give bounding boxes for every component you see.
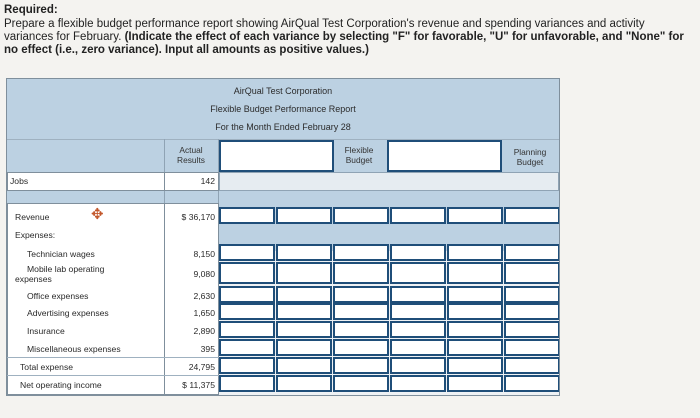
mobile-input-col-3[interactable]: [333, 262, 389, 284]
total-input-col-6[interactable]: [504, 357, 560, 374]
total-input-col-3[interactable]: [333, 357, 389, 374]
col-flexible-budget: Flexible Budget: [344, 145, 374, 165]
technician-input-col-3[interactable]: [333, 244, 389, 261]
technician-input-col-2[interactable]: [276, 244, 332, 261]
noi-input-col-3[interactable]: [333, 375, 389, 392]
row-office-actual: 2,630: [193, 291, 215, 301]
advertising-input-col-1[interactable]: [219, 303, 275, 320]
misc-input-col-1[interactable]: [219, 339, 275, 356]
office-input-col-3[interactable]: [333, 286, 389, 303]
noi-input-col-5[interactable]: [447, 375, 503, 392]
insurance-input-col-4[interactable]: [390, 321, 446, 338]
jobs-input-area: [219, 172, 559, 191]
office-input-col-1[interactable]: [219, 286, 275, 303]
row-revenue-actual: $ 36,170: [181, 212, 215, 222]
misc-input-col-6[interactable]: [504, 339, 560, 356]
revenue-input-col-3[interactable]: [333, 207, 389, 224]
instructions-text: Prepare a flexible budget performance report showing AirQual Test Corporation's revenue and spending variances and activity variances for February.: [4, 18, 645, 43]
insurance-input-col-2[interactable]: [276, 321, 332, 338]
total-input-col-4[interactable]: [390, 357, 446, 374]
advertising-input-col-2[interactable]: [276, 303, 332, 320]
row-misc-label: Miscellaneous expenses: [27, 344, 121, 354]
header-input-1[interactable]: [219, 140, 334, 172]
row-advertising-actual: 1,650: [193, 308, 215, 318]
revenue-input-col-2[interactable]: [276, 207, 332, 224]
instructions: [4, 4, 696, 57]
misc-input-col-5[interactable]: [447, 339, 503, 356]
required-heading: Required:: [4, 4, 58, 16]
header-input-2[interactable]: [387, 140, 502, 172]
row-mobile-label: Mobile lab operating: [27, 264, 105, 274]
report-period: For the Month Ended February 28: [215, 122, 351, 132]
jobs-label-cell: [7, 172, 165, 191]
revenue-input-col-5[interactable]: [447, 207, 503, 224]
performance-report: [6, 78, 560, 396]
row-technician-actual: 8,150: [193, 249, 215, 259]
insurance-input-col-5[interactable]: [447, 321, 503, 338]
report-title: Flexible Budget Performance Report: [210, 104, 356, 114]
mobile-input-col-6[interactable]: [504, 262, 560, 284]
total-input-col-2[interactable]: [276, 357, 332, 374]
noi-input-col-6[interactable]: [504, 375, 560, 392]
instructions-bold-text: (Indicate the effect of each variance by selecting "F" for favorable, "U" for unfavorable, and "None" for no effect (i.e., zero variance). Input all amounts as positive values.): [4, 31, 684, 56]
revenue-input-col-4[interactable]: [390, 207, 446, 224]
technician-input-col-1[interactable]: [219, 244, 275, 261]
row-mobile-actual: 9,080: [193, 269, 215, 279]
noi-input-col-1[interactable]: [219, 375, 275, 392]
col-actual-results: Actual Results: [177, 145, 205, 165]
move-cursor-icon: ✥: [91, 206, 104, 223]
total-divider: [7, 357, 219, 358]
office-input-col-6[interactable]: [504, 286, 560, 303]
mobile-input-col-5[interactable]: [447, 262, 503, 284]
advertising-input-col-4[interactable]: [390, 303, 446, 320]
misc-input-col-3[interactable]: [333, 339, 389, 356]
total-input-col-1[interactable]: [219, 357, 275, 374]
technician-input-col-5[interactable]: [447, 244, 503, 261]
row-total-label: Total expense: [20, 362, 74, 372]
misc-input-col-2[interactable]: [276, 339, 332, 356]
row-expenses-label: Expenses:: [15, 230, 56, 240]
office-input-col-2[interactable]: [276, 286, 332, 303]
technician-input-col-4[interactable]: [390, 244, 446, 261]
mobile-input-col-2[interactable]: [276, 262, 332, 284]
row-jobs-actual: 142: [200, 176, 215, 186]
row-insurance-label: Insurance: [27, 326, 65, 336]
advertising-input-col-5[interactable]: [447, 303, 503, 320]
row-noi-actual: $ 11,375: [182, 380, 215, 390]
advertising-input-col-3[interactable]: [333, 303, 389, 320]
row-mobile-label-cont: expenses: [15, 274, 52, 284]
col-planning-budget: Planning Budget: [513, 147, 547, 167]
revenue-input-col-1[interactable]: [219, 207, 275, 224]
mobile-input-col-4[interactable]: [390, 262, 446, 284]
row-technician-label: Technician wages: [27, 249, 95, 259]
advertising-input-col-6[interactable]: [504, 303, 560, 320]
company-name: AirQual Test Corporation: [233, 86, 333, 96]
insurance-input-col-1[interactable]: [219, 321, 275, 338]
total-input-col-5[interactable]: [447, 357, 503, 374]
insurance-input-col-3[interactable]: [333, 321, 389, 338]
noi-input-col-4[interactable]: [390, 375, 446, 392]
office-input-col-5[interactable]: [447, 286, 503, 303]
noi-divider: [7, 375, 219, 376]
misc-input-col-4[interactable]: [390, 339, 446, 356]
noi-input-col-2[interactable]: [276, 375, 332, 392]
row-misc-actual: 395: [200, 344, 215, 354]
technician-input-col-6[interactable]: [504, 244, 560, 261]
row-noi-label: Net operating income: [20, 380, 102, 390]
row-revenue-label: Revenue: [15, 212, 50, 222]
row-jobs-label: Jobs: [10, 176, 29, 186]
row-total-actual: 24,795: [188, 362, 215, 372]
revenue-input-col-6[interactable]: [504, 207, 560, 224]
row-advertising-label: Advertising expenses: [27, 308, 109, 318]
row-office-label: Office expenses: [27, 291, 89, 301]
office-input-col-4[interactable]: [390, 286, 446, 303]
mobile-input-col-1[interactable]: [219, 262, 275, 284]
row-insurance-actual: 2,890: [193, 326, 215, 336]
insurance-input-col-6[interactable]: [504, 321, 560, 338]
